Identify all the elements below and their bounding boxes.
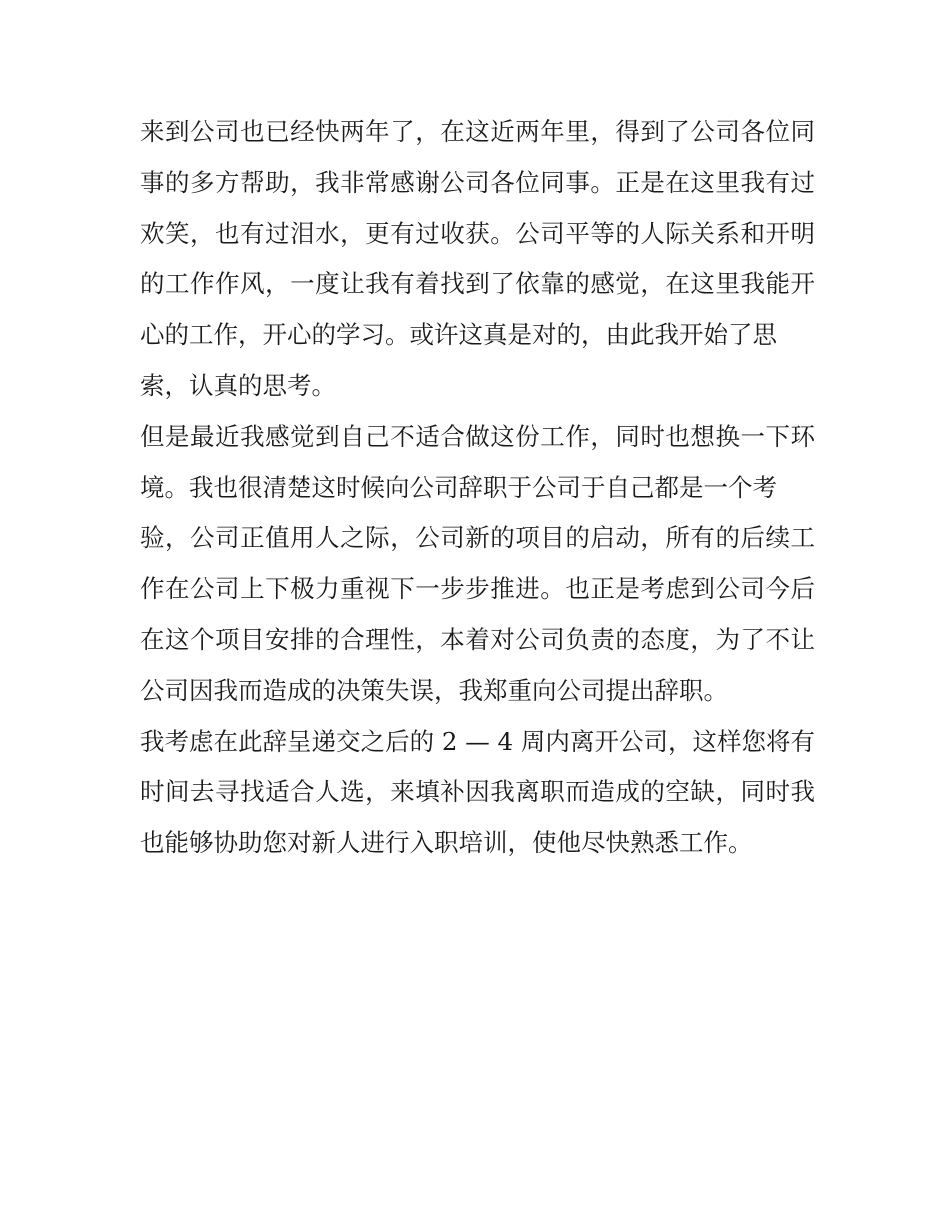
text-line: 公司因我而造成的决策失误，我郑重向公司提出辞职。 [140, 675, 728, 705]
text-line: 欢笑，也有过泪水，更有过收获。公司平等的人际关系和开明 [140, 218, 815, 248]
text-line: 心的工作，开心的学习。或许这真是对的，由此我开始了思 [140, 320, 777, 350]
text-line: 也能够协助您对新人进行入职培训，使他尽快熟悉工作。 [140, 828, 753, 858]
text-line: 事的多方帮助，我非常感谢公司各位同事。正是在这里我有过 [140, 167, 815, 197]
text-line: 索，认真的思考。 [140, 370, 336, 400]
text-line: 我考虑在此辞呈递交之后的 2 — 4 周内离开公司，这样您将有 [140, 726, 815, 756]
document-body [140, 107, 815, 869]
text-line: 验，公司正值用人之际，公司新的项目的启动，所有的后续工 [140, 523, 815, 553]
text-line: 作在公司上下极力重视下一步步推进。也正是考虑到公司今后 [140, 574, 815, 604]
text-line: 在这个项目安排的合理性，本着对公司负责的态度，为了不让 [140, 624, 815, 654]
text-line: 境。我也很清楚这时候向公司辞职于公司于自己都是一个考 [140, 472, 777, 502]
paragraph-1 [140, 107, 815, 412]
text-line: 时间去寻找适合人选，来填补因我离职而造成的空缺，同时我 [140, 777, 815, 807]
text-line: 来到公司也已经快两年了，在这近两年里，得到了公司各位同 [140, 117, 815, 146]
text-line: 的工作作风，一度让我有着找到了依靠的感觉，在这里我能开 [140, 269, 815, 299]
text-line: 但是最近我感觉到自己不适合做这份工作，同时也想换一下环 [140, 421, 815, 451]
paragraph-2 [140, 412, 815, 717]
paragraph-3 [140, 717, 815, 869]
